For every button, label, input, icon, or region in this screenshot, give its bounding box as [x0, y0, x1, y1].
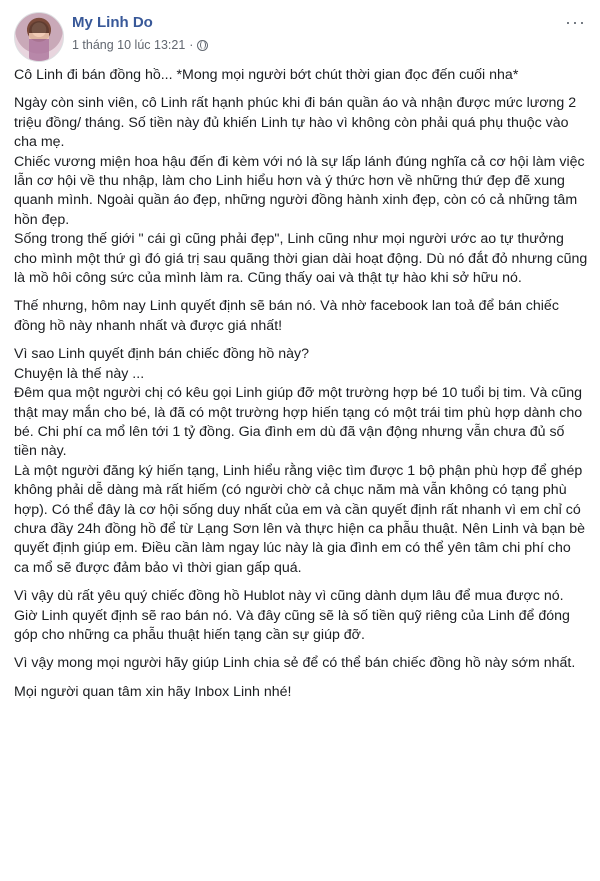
- post-paragraph-5: Vì vậy dù rất yêu quý chiếc đồng hồ Hublot này vì cũng dành dụm lâu để mua được nó. Giờ Linh quyết định sẽ rao bán nó. Và đây cũng sẽ là số tiền quỹ riêng của Linh để đóng góp cho những ca phẫu thuật hiến tạng cần sự giúp đỡ.: [14, 588, 570, 643]
- author-name[interactable]: My Linh Do: [72, 14, 153, 31]
- post-timestamp[interactable]: 1 tháng 10 lúc 13:21: [72, 38, 186, 52]
- post-meta: [72, 38, 208, 52]
- post-header: [14, 8, 586, 62]
- post-paragraph-2: Ngày còn sinh viên, cô Linh rất hạnh phúc khi đi bán quần áo và nhận được mức lương 2 triệu đồng/ tháng. Số tiền này đủ khiến Linh tự hào vì không còn phải quá phụ thuộc vào cha mẹ. Chiếc vương miện hoa hậu đến đi kèm với nó là sự lấp lánh đúng nghĩa cả cơ hội làm việc lẫn cơ hội về thu nhập, làm cho Linh hiểu hơn và ý thức hơn về những thứ đẹp đẽ xung quanh mình. Ngoài quần áo đẹp, những người đồng hành xinh đẹp, còn có cả những tâm hồn đẹp. Sống trong thế giới " cái gì cũng phải đẹp", Linh cũng như mọi người ước ao tự thưởng cho mình một thứ gì đó giá trị sau quãng thời gian dài hoạt động. Dù nó đắt đỏ nhưng cũng là mồ hôi công sức của mình làm ra. Cũng thấy oai và thật tự hào khi sở hữu nó.: [14, 95, 588, 287]
- meta-separator: ·: [189, 38, 194, 52]
- post-paragraph-1: Cô Linh đi bán đồng hồ... *Mong mọi người bớt chút thời gian đọc đến cuối nha*: [14, 67, 519, 83]
- post-paragraph-3: Thế nhưng, hôm nay Linh quyết định sẽ bán nó. Và nhờ facebook lan toả để bán chiếc đồng hồ này nhanh nhất và được giá nhất!: [14, 298, 559, 334]
- globe-icon[interactable]: [197, 40, 208, 51]
- post-paragraph-7: Mọi người quan tâm xin hãy Inbox Linh nhé!: [14, 683, 292, 700]
- post-paragraph-4: Vì sao Linh quyết định bán chiếc đồng hồ này? Chuyện là thế này ... Đêm qua một người chị có kêu gọi Linh giúp đỡ một trường hợp bé 10 tuổi bị tim. Và cũng thật may mắn cho bé, là đã có một trường hợp hiến tạng có một trái tim phù hợp dành cho bé. Chi phí ca mổ lên tới 1 tỷ đồng. Gia đình em dù đã vận động nhưng vẫn chưa đủ số tiền này. Là một người đăng ký hiến tạng, Linh hiểu rằng việc tìm được 1 bộ phận phù hợp để ghép không phải dễ dàng mà rất hiếm (có người chờ cả chục năm mà vẫn không có tạng phù hợp). Có thể đây là cơ hội sống duy nhất của em và cần quyết định rất nhanh vì em chỉ có chưa đầy 24h đồng hồ để từ Lạng Sơn lên và thực hiện ca phẫu thuật. Nên Linh và bạn bè quyết định giúp em. Điều cần làm ngay lúc này là gia đình em có thể yên tâm chi phí cho ca mổ sẽ được đảm bảo vì thời gian gấp quá.: [14, 346, 586, 576]
- avatar[interactable]: [14, 12, 64, 62]
- post-paragraph-6: Vì vậy mong mọi người hãy giúp Linh chia sẻ để có thể bán chiếc đồng hồ này sớm nhất.: [14, 655, 576, 672]
- more-options-icon[interactable]: ···: [565, 12, 586, 32]
- avatar-photo: [29, 21, 49, 61]
- post-body: [14, 66, 588, 711]
